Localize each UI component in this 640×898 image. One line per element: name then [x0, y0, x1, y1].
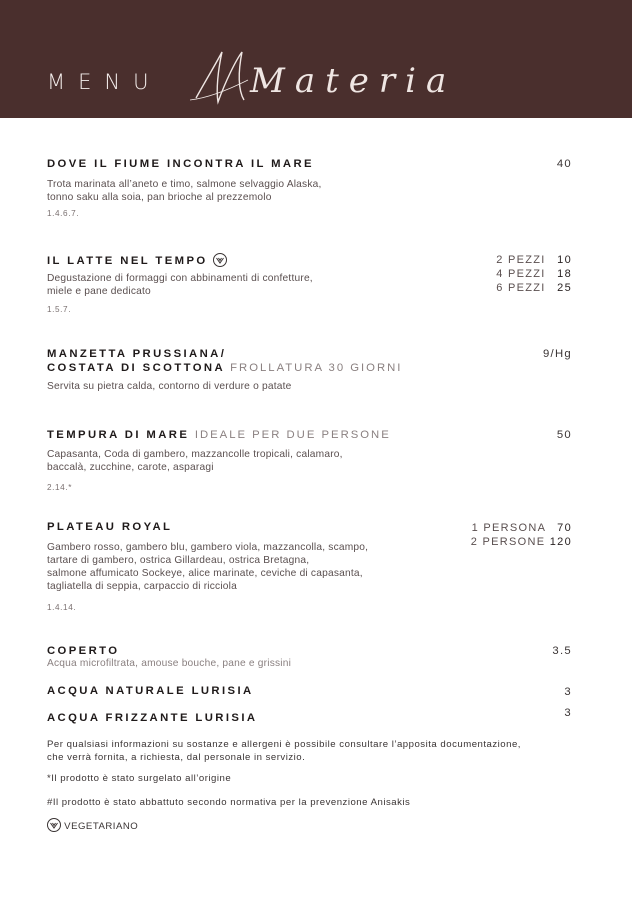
script-title: Materia: [250, 61, 457, 101]
dish-title-plateau: PLATEAU ROYAL: [47, 521, 173, 533]
vegetarian-icon: [213, 253, 227, 267]
dish-title-il-latte: IL LATTE NEL TEMPO: [47, 253, 227, 267]
dish-price-dove-il-fiume: 40: [556, 158, 572, 170]
frozen-note: *Il prodotto è stato surgelato all’origine: [47, 773, 232, 784]
dish-description: Servita su pietra calda, contorno di verdure o patate: [47, 381, 292, 392]
dish-subtitle: FROLLATURA 30 GIORNI: [230, 362, 403, 374]
coperto-description: Acqua microfiltrata, amouse bouche, pane e grissini: [47, 658, 292, 669]
acqua-naturale-title: ACQUA NATURALE LURISIA: [47, 685, 254, 697]
dish-description: Gambero rosso, gambero blu, gambero viola, mazzancolla, scampo, tartare di gambero, ostrica Gillardeau, ostrica Bretagna, salmone affumicato Sockeye, alice marinate, ceviche di capasanta, tagliatella di seppia, carpaccio di ricciola: [47, 542, 369, 592]
dish-title-tempura: TEMPURA DI MARE IDEALE PER DUE PERSONE: [47, 429, 391, 441]
dish-price-manzetta: 9/Hg: [542, 348, 572, 360]
price-options-il-latte: 2 PEZZI 10 4 PEZZI 18 6 PEZZI 25: [496, 254, 572, 294]
acqua-naturale-price: 3: [564, 686, 572, 698]
anisakis-note: #Il prodotto è stato abbattuto secondo normativa per la prevenzione Anisakis: [47, 797, 411, 808]
dish-subtitle: IDEALE PER DUE PERSONE: [194, 429, 391, 441]
allergen-codes: 1.4.14.: [47, 603, 77, 612]
allergen-codes: 2.14.*: [47, 483, 72, 492]
coperto-price: 3.5: [552, 645, 572, 657]
allergen-codes: 1.5.7.: [47, 305, 72, 314]
dish-description: Capasanta, Coda di gambero, mazzancolle tropicali, calamaro, baccalà, zucchine, carote, asparagi: [47, 449, 343, 473]
materia-logo-script: [188, 40, 458, 120]
vegetarian-icon: [47, 818, 61, 832]
allergen-codes: 1.4.6.7.: [47, 209, 80, 218]
allergen-info-note: Per qualsiasi informazioni su sostanze e allergeni è possibile consultare l’apposita documentazione, che verrà fornita, a richiesta, dal personale in servizio.: [47, 739, 521, 763]
acqua-frizzante-price: 3: [564, 707, 572, 719]
acqua-frizzante-title: ACQUA FRIZZANTE LURISIA: [47, 712, 258, 724]
dish-title-costata: COSTATA DI SCOTTONA FROLLATURA 30 GIORNI: [47, 362, 403, 374]
price-options-plateau: 1 PERSONA 70 2 PERSONE 120: [470, 522, 572, 548]
dish-title-manzetta: MANZETTA PRUSSIANA/: [47, 348, 227, 360]
dish-title-dove-il-fiume: DOVE IL FIUME INCONTRA IL MARE: [47, 158, 314, 170]
dish-description: Degustazione di formaggi con abbinamenti di confetture, miele e pane dedicato: [47, 273, 313, 297]
menu-header: [0, 0, 632, 118]
menu-word: MENU: [47, 70, 162, 94]
dish-price-tempura: 50: [556, 429, 572, 441]
vegetarian-legend: VEGETARIANO: [47, 818, 138, 834]
dish-description: Trota marinata all’aneto e timo, salmone selvaggio Alaska, tonno saku alla soia, pan brioche al prezzemolo: [47, 179, 322, 203]
coperto-title: COPERTO: [47, 645, 120, 657]
